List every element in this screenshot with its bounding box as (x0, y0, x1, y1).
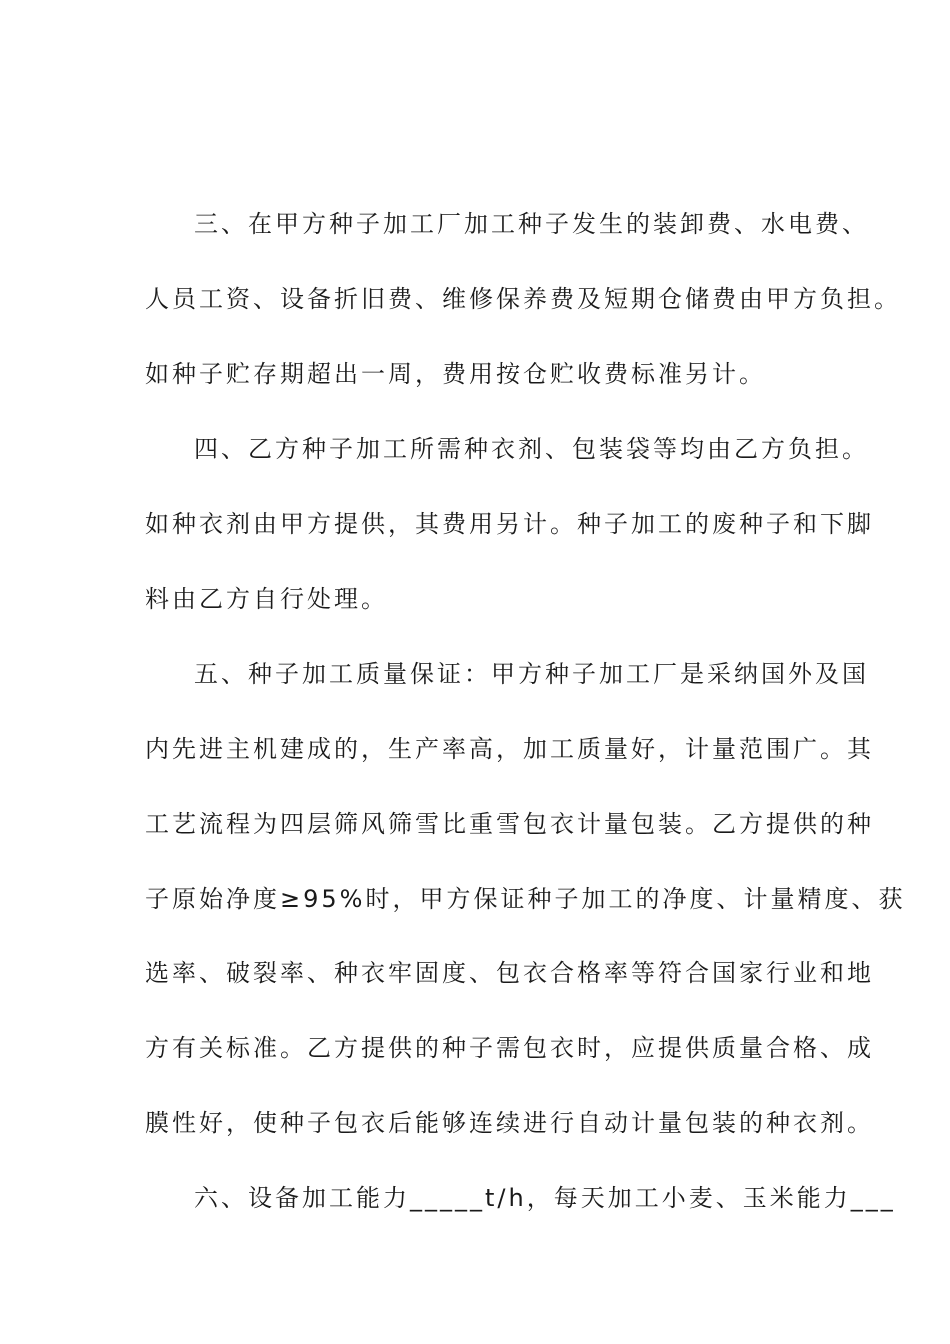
paragraph-4-line-3: 料由乙方自行处理。 (145, 585, 388, 613)
paragraph-3-line-3: 如种子贮存期超出一周，费用按仓贮收费标准另计。 (145, 360, 766, 388)
paragraph-5-line-3: 工艺流程为四层筛风筛雪比重雪包衣计量包装。乙方提供的种 (145, 810, 874, 838)
paragraph-5-line-2: 内先进主机建成的，生产率高，加工质量好，计量范围广。其 (145, 735, 874, 763)
paragraph-3-line-2: 人员工资、设备折旧费、维修保养费及短期仓储费由甲方负担。 (145, 285, 901, 313)
paragraph-3-line-1: 三、在甲方种子加工厂加工种子发生的装卸费、水电费、 (194, 210, 869, 238)
paragraph-6-line-1: 六、设备加工能力_____t/h，每天加工小麦、玉米能力___ (194, 1184, 896, 1212)
paragraph-5-line-1: 五、种子加工质量保证：甲方种子加工厂是采纳国外及国 (194, 660, 869, 688)
paragraph-4-line-1: 四、乙方种子加工所需种衣剂、包装袋等均由乙方负担。 (194, 435, 869, 463)
paragraph-5-line-5: 选率、破裂率、种衣牢固度、包衣合格率等符合国家行业和地 (145, 959, 874, 987)
paragraph-5-line-6: 方有关标准。乙方提供的种子需包衣时，应提供质量合格、成 (145, 1034, 874, 1062)
paragraph-4-line-2: 如种衣剂由甲方提供，其费用另计。种子加工的废种子和下脚 (145, 510, 874, 538)
paragraph-5-line-4: 子原始净度≥95%时，甲方保证种子加工的净度、计量精度、获 (145, 885, 906, 913)
paragraph-5-line-7: 膜性好，使种子包衣后能够连续进行自动计量包装的种衣剂。 (145, 1109, 874, 1137)
